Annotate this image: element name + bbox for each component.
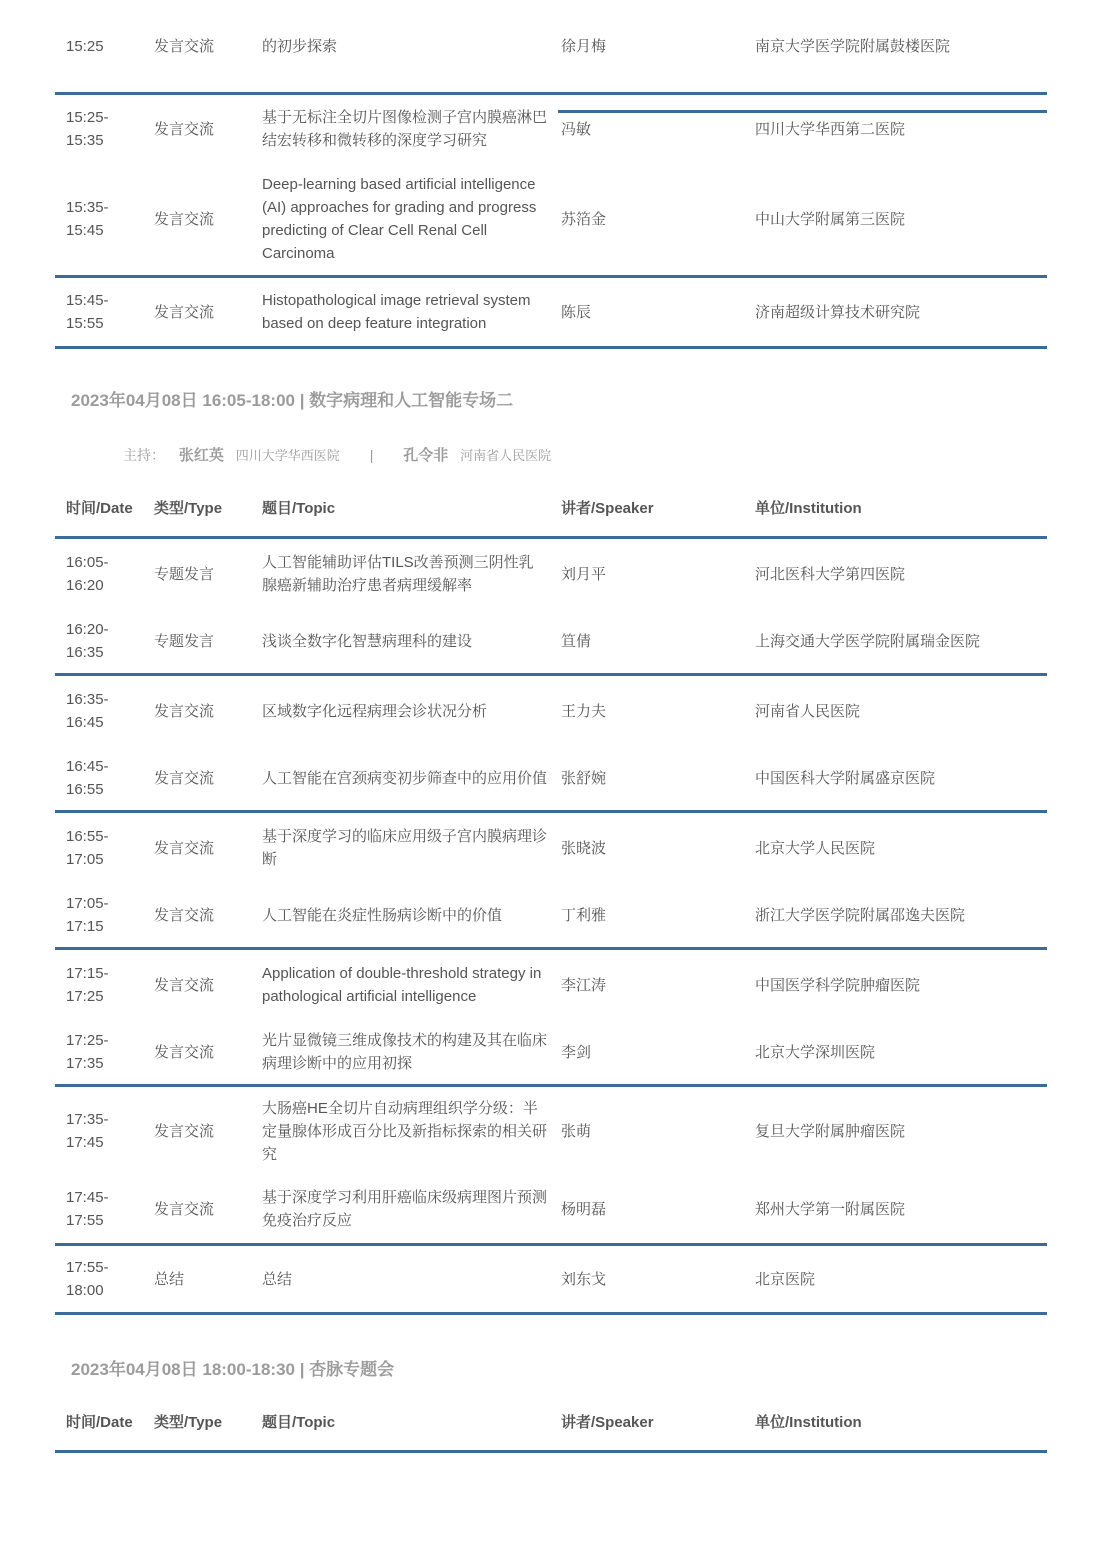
table-row — [55, 1175, 1047, 1245]
session1-continuation — [55, 0, 1047, 349]
cell-time: 16:55- 17:05 — [66, 828, 109, 868]
host-institution: 四川大学华西医院 — [235, 448, 340, 463]
cell-speaker: 刘东戈 — [561, 1245, 755, 1314]
host-name: 张红英 — [178, 447, 224, 464]
header-speaker: 讲者/Speaker — [561, 1394, 755, 1452]
cell-type: 发言交流 — [154, 163, 262, 277]
header-speaker: 讲者/Speaker — [561, 480, 755, 538]
cell-type: 发言交流 — [154, 277, 262, 348]
cell-speaker: 杨明磊 — [561, 1175, 755, 1245]
header-time: 时间/Date — [55, 1394, 154, 1452]
cell-topic: 的初步探索 — [262, 0, 561, 94]
cell-topic: 人工智能在炎症性肠病诊断中的价值 — [262, 883, 561, 949]
session3-table — [55, 1394, 1047, 1453]
cell-institution: 河北医科大学第四医院 — [755, 565, 906, 583]
cell-time: 15:45- 15:55 — [55, 277, 154, 348]
table-row — [55, 1086, 1047, 1176]
cell-speaker: 刘月平 — [561, 565, 607, 583]
table-row — [55, 1020, 1047, 1086]
header-type: 类型/Type — [154, 1394, 262, 1452]
cell-time: 16:35- 16:45 — [66, 691, 109, 731]
cell-speaker: 李剑 — [561, 1020, 755, 1086]
cell-institution: 北京大学人民医院 — [755, 839, 876, 857]
cell-time: 16:05- 16:20 — [66, 554, 109, 594]
table-row — [55, 94, 1047, 164]
cell-speaker: 李江涛 — [561, 976, 607, 994]
cell-type: 专题发言 — [154, 609, 262, 675]
table-row — [55, 538, 1047, 610]
cell-speaker: 张舒婉 — [561, 746, 755, 812]
cell-topic: 大肠癌HE全切片自动病理组织学分级：半定量腺体形成百分比及新指标探索的相关研究 — [262, 1099, 548, 1163]
cell-speaker: 张萌 — [561, 1122, 592, 1140]
cell-topic: 基于无标注全切片图像检测子宫内膜癌淋巴结宏转移和微转移的深度学习研究 — [262, 109, 548, 149]
cell-institution: 浙江大学医学院附属邵逸夫医院 — [755, 883, 1047, 949]
cell-speaker: 冯敏 — [561, 120, 592, 138]
table-row — [55, 609, 1047, 675]
cell-topic: 人工智能辅助评估TILS改善预测三阴性乳腺癌新辅助治疗患者病理缓解率 — [262, 554, 534, 594]
table-row — [55, 746, 1047, 812]
table-row — [55, 277, 1047, 348]
cell-institution: 中山大学附属第三医院 — [755, 163, 1047, 277]
cell-institution: 河南省人民医院 — [755, 702, 861, 720]
cell-speaker: 徐月梅 — [561, 0, 755, 94]
header-institution: 单位/Institution — [755, 1394, 1047, 1452]
table-row — [55, 949, 1047, 1021]
cell-topic: 区域数字化远程病理会诊状况分析 — [262, 702, 488, 720]
session3-title: 2023年04月08日 18:00-18:30 | 杏脉专题会 — [71, 1360, 395, 1379]
table-header-row — [55, 480, 1047, 538]
cell-type: 发言交流 — [154, 746, 262, 812]
cell-time: 15:35- 15:45 — [55, 163, 154, 277]
cell-speaker: 笪倩 — [561, 609, 755, 675]
cell-type: 发言交流 — [154, 839, 215, 857]
cell-institution: 中国医学科学院肿瘤医院 — [755, 976, 921, 994]
cell-institution: 北京医院 — [755, 1245, 1047, 1314]
cell-speaker: 陈辰 — [561, 277, 755, 348]
cell-type: 总结 — [154, 1245, 262, 1314]
cell-type: 发言交流 — [154, 0, 262, 94]
cell-time: 16:20- 16:35 — [55, 609, 154, 675]
cell-time: 17:05- 17:15 — [55, 883, 154, 949]
session2-table — [55, 480, 1047, 1315]
header-topic: 题目/Topic — [262, 1394, 561, 1452]
table-header-row — [55, 1394, 1047, 1452]
host-name: 孔令非 — [403, 447, 449, 464]
cell-institution: 济南超级计算技术研究院 — [755, 277, 1047, 348]
cell-time: 17:15- 17:25 — [66, 965, 109, 1005]
cell-time: 17:45- 17:55 — [55, 1175, 154, 1245]
cell-topic: 基于深度学习利用肝癌临床级病理图片预测免疫治疗反应 — [262, 1175, 561, 1245]
cell-speaker: 王力夫 — [561, 702, 607, 720]
host-institution: 河南省人民医院 — [460, 448, 552, 463]
cell-topic: 浅谈全数字化智慧病理科的建设 — [262, 609, 561, 675]
table-row — [55, 675, 1047, 747]
table-row — [55, 883, 1047, 949]
session2-block — [55, 480, 1047, 1315]
cell-topic: Deep-learning based artificial intelligence (AI) approaches for grading and progress predicting of Clear Cell Renal Cell Carcinoma — [262, 163, 561, 277]
cell-institution: 北京大学深圳医院 — [755, 1020, 1047, 1086]
cell-time: 17:25- 17:35 — [55, 1020, 154, 1086]
cell-time: 15:25- 15:35 — [66, 109, 109, 149]
cell-type: 发言交流 — [154, 883, 262, 949]
cell-institution: 南京大学医学院附属鼓楼医院 — [755, 0, 1047, 94]
divider-line — [558, 110, 1047, 113]
table-row — [55, 1245, 1047, 1314]
header-time: 时间/Date — [55, 480, 154, 538]
cell-type: 发言交流 — [154, 1020, 262, 1086]
cell-speaker: 丁利雅 — [561, 883, 755, 949]
cell-type: 发言交流 — [154, 976, 215, 994]
cell-topic: 光片显微镜三维成像技术的构建及其在临床病理诊断中的应用初探 — [262, 1020, 561, 1086]
session2-title: 2023年04月08日 16:05-18:00 | 数字病理和人工智能专场二 — [71, 391, 514, 410]
header-topic: 题目/Topic — [262, 480, 561, 538]
cell-type: 发言交流 — [154, 1175, 262, 1245]
cell-institution: 郑州大学第一附属医院 — [755, 1175, 1047, 1245]
cell-topic: 人工智能在宫颈病变初步筛查中的应用价值 — [262, 746, 561, 812]
cell-topic: Histopathological image retrieval system based on deep feature integration — [262, 277, 561, 348]
cell-type: 发言交流 — [154, 1122, 215, 1140]
table-row — [55, 163, 1047, 277]
cell-topic: 总结 — [262, 1245, 561, 1314]
cell-institution: 复旦大学附属肿瘤医院 — [755, 1122, 906, 1140]
session1-table — [55, 0, 1047, 349]
cell-time: 17:35- 17:45 — [66, 1111, 109, 1151]
header-institution: 单位/Institution — [755, 480, 1047, 538]
cell-type: 发言交流 — [154, 120, 215, 138]
table-row — [55, 812, 1047, 884]
cell-speaker: 张晓波 — [561, 839, 607, 857]
cell-time: 17:55- 18:00 — [55, 1245, 154, 1314]
session2-hosts — [123, 444, 551, 465]
cell-institution: 四川大学华西第二医院 — [755, 120, 906, 138]
cell-topic: Application of double-threshold strategy in pathological artificial intelligence — [262, 965, 542, 1005]
cell-time: 15:25 — [55, 0, 154, 94]
header-type: 类型/Type — [154, 480, 262, 538]
table-row — [55, 0, 1047, 94]
host-separator: | — [369, 447, 374, 463]
cell-institution: 上海交通大学医学院附属瑞金医院 — [755, 609, 1047, 675]
hosts-label: 主持： — [123, 447, 165, 463]
cell-speaker: 苏箔金 — [561, 163, 755, 277]
cell-type: 发言交流 — [154, 702, 215, 720]
cell-institution: 中国医科大学附属盛京医院 — [755, 746, 1047, 812]
session3-block — [55, 1394, 1047, 1453]
cell-type: 专题发言 — [154, 565, 215, 583]
cell-time: 16:45- 16:55 — [55, 746, 154, 812]
cell-topic: 基于深度学习的临床应用级子宫内膜病理诊断 — [262, 828, 548, 868]
